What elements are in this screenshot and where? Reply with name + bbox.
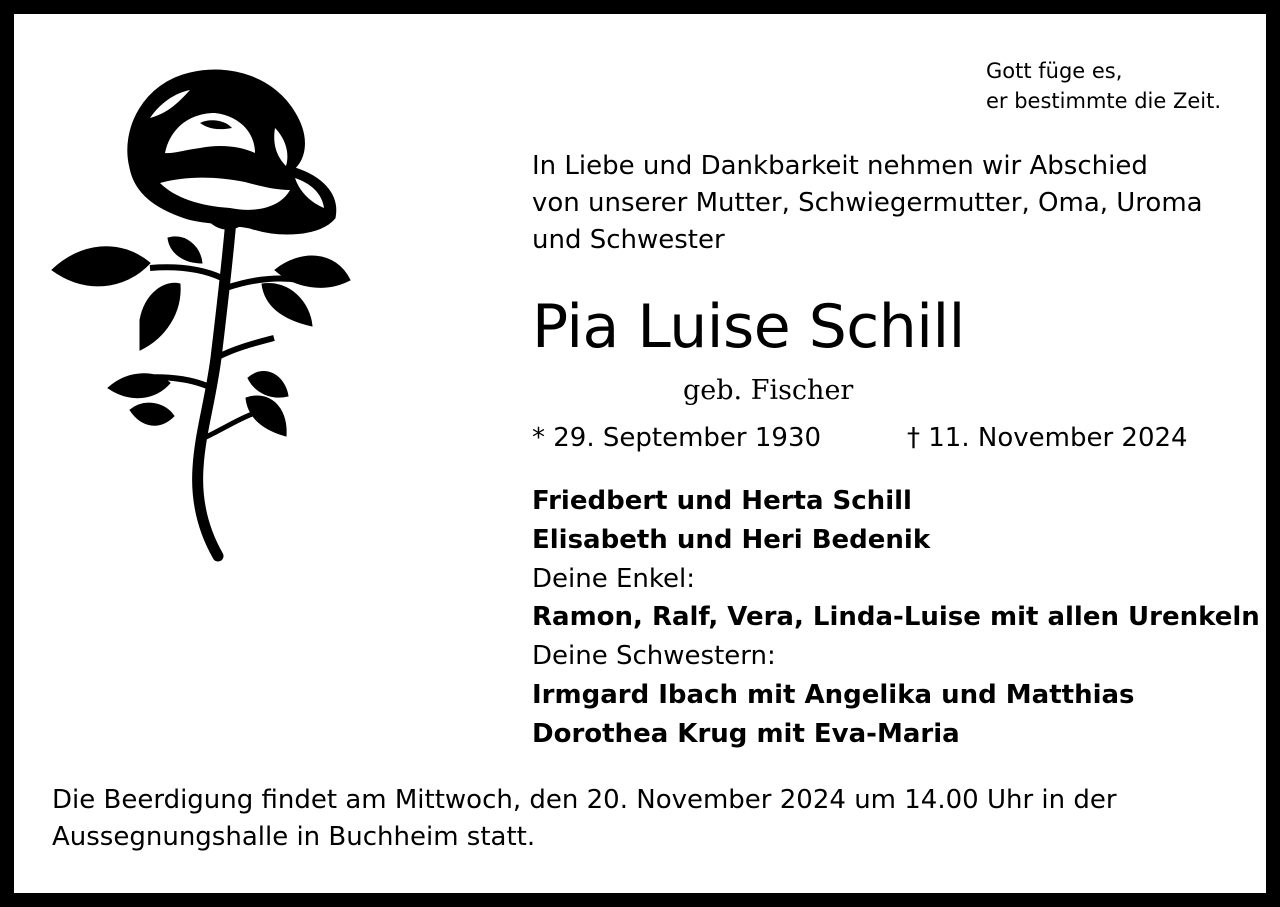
deceased-name: Pia Luise Schill xyxy=(532,292,965,362)
mourner-family-2: Elisabeth und Heri Bedenik xyxy=(532,524,931,555)
intro-line-3: und Schwester xyxy=(532,225,725,255)
rose-icon xyxy=(50,58,356,564)
grandchildren-label: Deine Enkel: xyxy=(532,563,695,594)
intro-text xyxy=(532,148,1203,259)
sister-2: Dorothea Krug mit Eva-Maria xyxy=(532,718,960,749)
funeral-info xyxy=(52,782,1117,856)
sisters-label: Deine Schwestern: xyxy=(532,641,776,672)
funeral-line-1: Die Beerdigung findet am Mittwoch, den 20. November 2024 um 14.00 Uhr in der xyxy=(52,785,1117,815)
birth-date: * 29. September 1930 xyxy=(532,423,822,453)
mourner-family-1: Friedbert und Herta Schill xyxy=(532,486,912,516)
mourners-list xyxy=(532,482,1260,754)
intro-line-2: von unserer Mutter, Schwiegermutter, Oma, Uroma xyxy=(532,188,1203,218)
death-date: † 11. November 2024 xyxy=(907,423,1188,453)
birth-name: geb. Fischer xyxy=(683,375,854,406)
motto-line-2: er bestimmte die Zeit. xyxy=(986,89,1222,113)
motto-verse xyxy=(986,56,1221,116)
intro-line-1: In Liebe und Dankbarkeit nehmen wir Abschied xyxy=(532,151,1148,181)
motto-line-1: Gott füge es, xyxy=(986,59,1123,83)
grandchildren-names: Ramon, Ralf, Vera, Linda-Luise mit allen Urenkeln xyxy=(532,602,1260,633)
sister-1: Irmgard Ibach mit Angelika und Matthias xyxy=(532,679,1135,710)
obituary-notice xyxy=(14,14,1266,893)
funeral-line-2: Aussegnungshalle in Buchheim statt. xyxy=(52,822,536,852)
